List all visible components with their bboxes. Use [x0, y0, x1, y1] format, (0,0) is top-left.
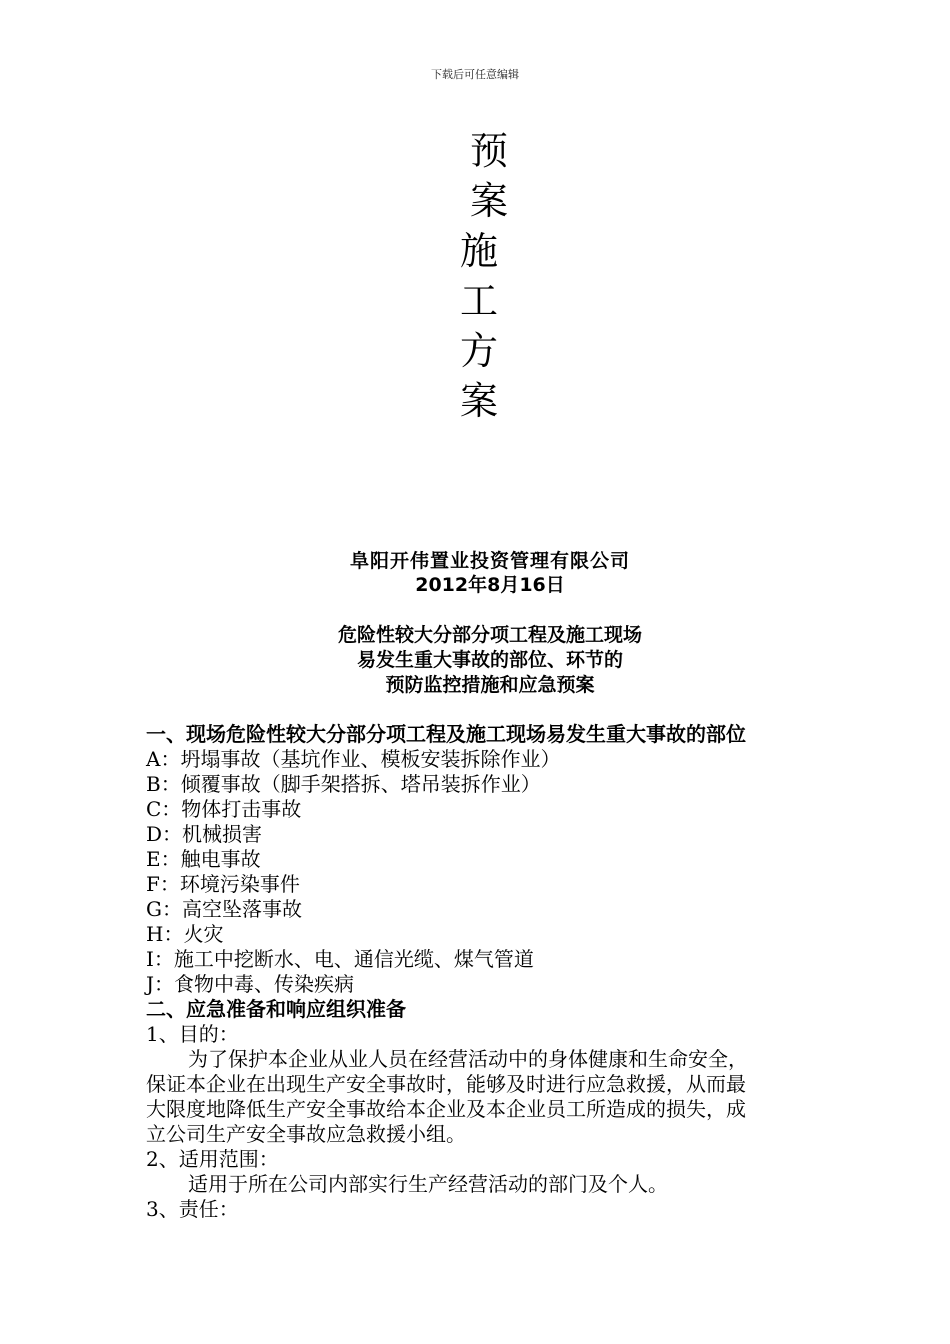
- section-2-heading: 二、应急准备和响应组织准备: [146, 997, 406, 1021]
- purpose-paragraph-line: 大限度地降低生产安全事故给本企业及本企业员工所造成的损失，成: [146, 1097, 746, 1121]
- scope-label: 2、适用范围：: [146, 1147, 279, 1171]
- cover-title-char-5: 方: [460, 329, 499, 373]
- cover-title-char-4: 工: [460, 279, 499, 323]
- duty-label: 3、责任：: [146, 1197, 239, 1221]
- purpose-paragraph-line: 保证本企业在出现生产安全事故时，能够及时进行应急救援，从而最: [146, 1072, 746, 1096]
- scope-paragraph: 适用于所在公司内部实行生产经营活动的部门及个人。: [188, 1172, 668, 1196]
- document-date: 2012年8月16日: [415, 574, 565, 596]
- purpose-label: 1、目的：: [146, 1022, 239, 1046]
- document-title-line-2: 易发生重大事故的部位、环节的: [356, 649, 623, 671]
- hazard-list-item: C：物体打击事故: [146, 797, 302, 821]
- purpose-paragraph-line: 立公司生产安全事故应急救援小组。: [146, 1122, 466, 1146]
- cover-title-char-3: 施: [460, 229, 499, 273]
- hazard-list-item: D：机械损害: [146, 822, 263, 846]
- document-title-line-3: 预防监控措施和应急预案: [385, 674, 595, 696]
- hazard-list-item: F：环境污染事件: [146, 872, 300, 896]
- hazard-list-item: B：倾覆事故（脚手架搭拆、塔吊装拆作业）: [146, 772, 541, 796]
- cover-title-char-1: 预: [470, 129, 509, 173]
- hazard-list-item: J：食物中毒、传染疾病: [146, 972, 355, 996]
- hazard-list-item: A：坍塌事故（基坑作业、模板安装拆除作业）: [146, 747, 561, 771]
- company-name: 阜阳开伟置业投资管理有限公司: [349, 550, 630, 572]
- section-1-heading: 一、现场危险性较大分部分项工程及施工现场易发生重大事故的部位: [146, 722, 746, 746]
- cover-title-char-2: 案: [470, 179, 509, 223]
- purpose-paragraph-line: 为了保护本企业从业人员在经营活动中的身体健康和生命安全，: [188, 1047, 748, 1071]
- hazard-list-item: H：火灾: [146, 922, 224, 946]
- document-body: [146, 722, 846, 1222]
- hazard-list-item: E：触电事故: [146, 847, 261, 871]
- document-title-line-1: 危险性较大分部分项工程及施工现场: [337, 624, 642, 646]
- hazard-list-item: I：施工中挖断水、电、通信光缆、煤气管道: [146, 947, 534, 971]
- page-header-note: 下载后可任意编辑: [431, 68, 519, 81]
- hazard-list-item: G：高空坠落事故: [146, 897, 302, 921]
- cover-title-char-6: 案: [460, 379, 499, 423]
